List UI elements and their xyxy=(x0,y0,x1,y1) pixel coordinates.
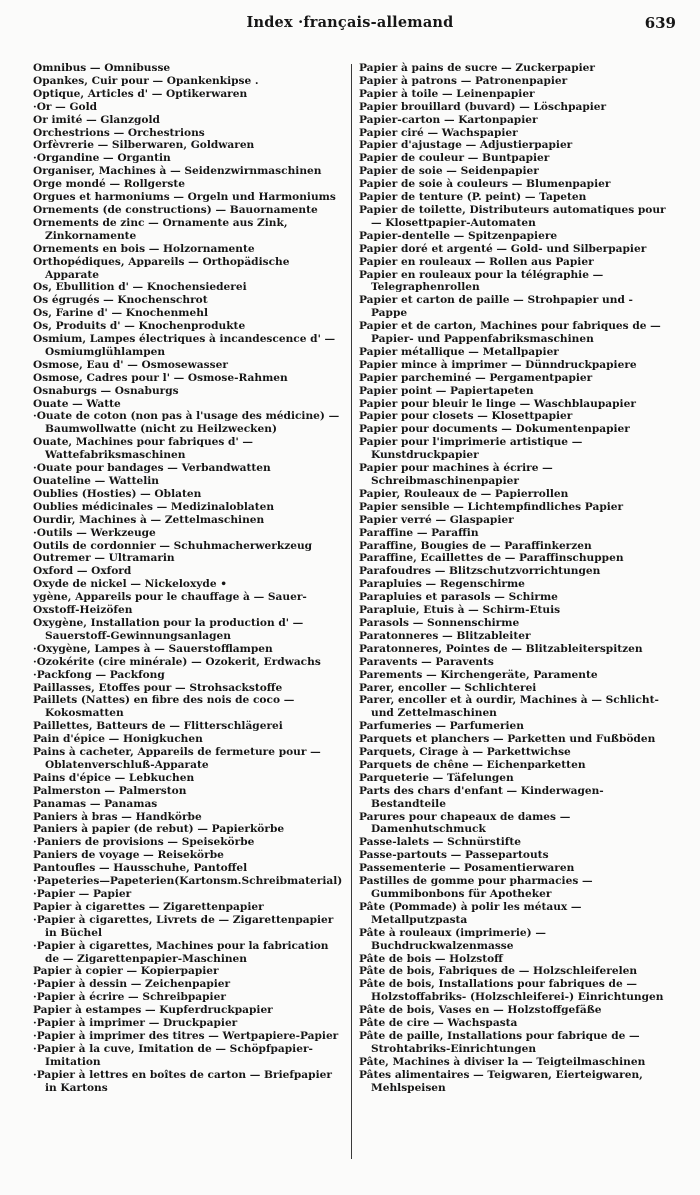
index-entry: Papier pour l'imprimerie artistique — Kunstdruckpapier xyxy=(359,436,583,462)
index-entry: Panamas — Panamas xyxy=(33,797,158,810)
index-entry: Papier de tenture (P. peint) — Tapeten xyxy=(359,191,587,204)
index-entry: Outils de cordonnier — Schuhmacherwerkzeug xyxy=(33,539,313,552)
index-entry: Osmium, Lampes électriques à incandescence d' — Osmiumglühlampen xyxy=(33,333,336,358)
index-entry: Pâte à rouleaux (imprimerie) — Buchdruckwalzenmasse xyxy=(359,926,546,952)
index-entry: Parapluies — Regenschirme xyxy=(359,578,525,591)
index-entry: Palmerston — Palmerston xyxy=(33,784,187,797)
index-entry: Papier brouillard (buvard) — Löschpapier xyxy=(359,100,607,113)
index-entry: ·Ozokérite (cire minérale) — Ozokerit, Erdwachs xyxy=(33,655,321,668)
index-entry: Osmose, Eau d' — Osmosewasser xyxy=(33,358,228,371)
index-entry: ·Paniers de provisions — Speisekörbe xyxy=(33,836,255,849)
index-entry: Pâte de bois, Vases en — Holzstoffgefäße xyxy=(359,1004,602,1017)
index-entry: Papier de soie à couleurs — Blumenpapier xyxy=(359,178,611,191)
index-entry: ygène, Appareils pour le chauffage à — Sauer- xyxy=(33,591,307,604)
index-entry: Papier en rouleaux — Rollen aus Papier xyxy=(359,255,594,268)
index-entry: Papier doré et argenté — Gold- und Silberpapier xyxy=(359,242,647,255)
index-entry: Oxstoff-Heizöfen xyxy=(33,604,133,617)
index-entry: Os, Farine d' — Knochenmehl xyxy=(33,307,208,320)
index-entry: ·Papier à cigarettes, Livrets de — Zigarettenpapier in Büchel xyxy=(33,913,334,939)
index-entry: ·Papier à écrire — Schreibpapier xyxy=(33,991,226,1004)
index-entry: Paraffine — Paraffin xyxy=(359,526,479,539)
index-entry: Parapluies et parasols — Schirme xyxy=(359,591,558,604)
index-entry: Passe-lalets — Schnürstifte xyxy=(359,836,521,849)
column-divider xyxy=(351,64,352,1159)
index-entry: Papier à estampes — Kupferdruckpapier xyxy=(33,1004,273,1017)
index-entry: Ornements de zinc — Ornamente aus Zink, Zinkornamente xyxy=(33,216,288,242)
index-entry: Organiser, Machines à — Seidenzwirnmaschinen xyxy=(33,165,322,178)
index-entry: Papier et carton de paille — Strohpapier und -Pappe xyxy=(359,294,633,320)
index-entry: ·Oxygène, Lampes à — Sauerstofflampen xyxy=(33,642,273,655)
index-entry: Paillasses, Etoffes pour — Strohsackstoffe xyxy=(33,681,283,694)
index-entry: Osmose, Cadres pour l' — Osmose-Rahmen xyxy=(33,371,288,384)
index-entry: Papier d'ajustage — Adjustierpapier xyxy=(359,139,573,152)
index-entry: Outremer — Ultramarin xyxy=(33,552,175,565)
index-entry: Oxygène, Installation pour la production d' — Sauerstoff-Gewinnungsanlagen xyxy=(33,616,304,642)
index-entry: Paniers de voyage — Reisekörbe xyxy=(33,849,224,862)
index-entry: Ouateline — Wattelin xyxy=(33,475,160,487)
index-entry: Papier de toilette, Distributeurs automatiques pour — Klosettpapier-Automaten xyxy=(359,203,666,229)
index-entry: Pâte, Machines à diviser la — Teigteilmaschinen xyxy=(359,1055,646,1068)
index-entry: Pain d'épice — Honigkuchen xyxy=(33,733,203,746)
index-entry: Ornements (de constructions) — Bauornamente xyxy=(33,203,318,216)
index-entry: Paniers à bras — Handkörbe xyxy=(33,810,202,823)
page-title: Index ·français-allemand xyxy=(246,14,454,31)
index-entry: Parer, encoller — Schlichterei xyxy=(359,681,537,694)
index-entry: Pâte (Pommade) à polir les métaux — Metallputzpasta xyxy=(359,900,582,926)
index-entry: ·Organdine — Organtin xyxy=(33,152,171,165)
index-entry: ·Papier — Papier xyxy=(33,888,132,900)
index-entry: Pâte de bois — Holzstoff xyxy=(359,952,503,965)
index-entry: Ouate, Machines pour fabriques d' — Wattefabriksmaschinen xyxy=(33,436,253,462)
index-entry: Parures pour chapeaux de dames — Damenhutschmuck xyxy=(359,810,571,836)
index-entry: Optique, Articles d' — Optikerwaren xyxy=(33,87,248,100)
index-entry: Paillets (Nattes) en fibre des nois de coco — Kokosmatten xyxy=(33,694,295,720)
index-entry: Paniers à papier (de rebut) — Papierkörbe xyxy=(33,823,285,836)
index-entry: Ouate — Watte xyxy=(33,397,121,410)
index-entry: Papier à copier — Kopierpapier xyxy=(33,965,219,978)
index-entry: Parer, encoller et à ourdir, Machines à — Schlicht- und Zettelmaschinen xyxy=(359,694,659,720)
index-entry: Os, Ebullition d' — Knochensiederei xyxy=(33,281,247,294)
page-header xyxy=(0,14,700,38)
index-entry: Oxford — Oxford xyxy=(33,565,132,578)
index-entry: Oxyde de nickel — Nickeloxyde • xyxy=(33,578,228,591)
index-entry: Parasols — Sonnenschirme xyxy=(359,616,520,629)
index-entry: Orchestrions — Orchestrions xyxy=(33,126,205,139)
index-entry: ·Outils — Werkzeuge xyxy=(33,526,156,539)
index-entry: Os égrugés — Knochenschrot xyxy=(33,294,208,307)
index-entry: Paratonneres, Pointes de — Blitzableiterspitzen xyxy=(359,642,643,655)
index-entry: Opankes, Cuir pour — Opankenkipse . xyxy=(33,74,259,87)
index-entry: Papier pour documents — Dokumentenpapier xyxy=(359,423,630,436)
index-entry: Papier de soie — Seidenpapier xyxy=(359,165,539,178)
index-entry: Papier pour bleuir le linge — Waschblaupapier xyxy=(359,397,636,410)
index-entry: Or imité — Glanzgold xyxy=(33,113,160,126)
index-entry: ·Papier à cigarettes, Machines pour la fabrication de — Zigarettenpapier-Maschinen xyxy=(33,939,329,965)
index-entry: Parafoudres — Blitzschutzvorrichtungen xyxy=(359,565,601,578)
index-entry: Papier-dentelle — Spitzenpapiere xyxy=(359,229,558,242)
index-entry: Papier mince à imprimer — Dünndruckpapiere xyxy=(359,358,637,371)
index-entry: ·Papier à imprimer — Druckpapier xyxy=(33,1017,238,1030)
index-entry: Papier en rouleaux pour la télégraphie — Telegraphenrollen xyxy=(359,268,604,294)
index-entry: Oublies médicinales — Medizinaloblaten xyxy=(33,500,275,513)
index-entry: ·Papier à la cuve, Imitation de — Schöpfpapier-Imitation xyxy=(33,1042,313,1068)
index-entry: Orgues et harmoniums — Orgeln und Harmoniums xyxy=(33,191,336,204)
index-entry: Paravents — Paravents xyxy=(359,655,494,668)
page-number: 639 xyxy=(644,14,676,32)
index-entry: Os, Produits d' — Knochenprodukte xyxy=(33,320,246,333)
index-entry: Papier pour machines à écrire — Schreibmaschinenpapier xyxy=(359,462,553,487)
index-entry: Papier verré — Glaspapier xyxy=(359,513,514,526)
index-entry: ·Papier à dessin — Zeichenpapier xyxy=(33,978,231,991)
index-entry: Ourdir, Machines à — Zettelmaschinen xyxy=(33,513,265,526)
index-entry: Parts des chars d'enfant — Kinderwagen-Bestandteile xyxy=(359,784,604,810)
index-entry: Pâte de bois, Installations pour fabriques de — Holzstoffabriks- (Holzschleiferei-) Einrichtungen xyxy=(359,978,664,1004)
index-entry: Orge mondé — Rollgerste xyxy=(33,178,185,191)
index-entry: Orthopédiques, Appareils — Orthopädische Apparate xyxy=(33,255,290,281)
index-entry: Papier pour closets — Klosettpapier xyxy=(359,410,573,423)
index-entry: Pâtes alimentaires — Teigwaren, Eierteigwaren, Mehlspeisen xyxy=(359,1068,643,1094)
index-entry: Parements — Kirchengeräte, Paramente xyxy=(359,668,598,681)
index-entry: Papier sensible — Lichtempfindliches Papier xyxy=(359,500,624,513)
index-entry: Passementerie — Posamentierwaren xyxy=(359,862,575,875)
index-entry: Pains d'épice — Lebkuchen xyxy=(33,771,195,784)
index-entry: Omnibus — Omnibusse xyxy=(33,62,171,74)
index-entry: ·Ouate de coton (non pas à l'usage des médicine) — Baumwollwatte (nicht zu Heilzwecken) xyxy=(33,410,340,436)
index-entry: Papier-carton — Kartonpapier xyxy=(359,113,538,126)
index-entry: Parfumeries — Parfumerien xyxy=(359,720,524,733)
index-entry: Passe-partouts — Passepartouts xyxy=(359,849,549,862)
index-entry: Pains à cacheter, Appareils de fermeture pour — Oblatenverschluß-Apparate xyxy=(33,746,321,771)
index-entry: Papier, Rouleaux de — Papierrollen xyxy=(359,487,569,500)
index-entry: Osnaburgs — Osnaburgs xyxy=(33,384,179,397)
index-entry: ·Ouate pour bandages — Verbandwatten xyxy=(33,462,271,475)
index-entry: Papier point — Papiertapeten xyxy=(359,384,534,397)
index-entry: Paillettes, Batteurs de — Flitterschlägerei xyxy=(33,720,283,733)
index-entry: ·Papier à imprimer des titres — Wertpapiere-Papier xyxy=(33,1029,339,1042)
index-entry: Papier parcheminé — Pergamentpapier xyxy=(359,371,593,384)
left-index-column xyxy=(33,62,345,1095)
index-entry: Orfèvrerie — Silberwaren, Goldwaren xyxy=(33,139,255,152)
index-entry: ·Papier à lettres en boîtes de carton — Briefpapier in Kartons xyxy=(33,1068,332,1094)
index-entry: Pastilles de gomme pour pharmacies — Gummibonbons für Apotheker xyxy=(359,875,593,900)
index-entry: Parquets de chêne — Eichenparketten xyxy=(359,758,586,771)
index-entry: Papier et de carton, Machines pour fabriques de — Papier- und Pappenfabriksmaschinen xyxy=(359,320,661,346)
index-entry: Papier à toile — Leinenpapier xyxy=(359,87,535,100)
index-entry: Parapluie, Etuis à — Schirm-Etuis xyxy=(359,604,561,617)
index-entry: Parquets et planchers — Parketten und Fußböden xyxy=(359,733,656,746)
index-entry: ·Papeteries—Papeterien(Kartonsm.Schreibmaterial) xyxy=(33,875,343,888)
index-entry: Paratonneres — Blitzableiter xyxy=(359,629,531,642)
index-entry: Papier de couleur — Buntpapier xyxy=(359,152,550,165)
right-index-column xyxy=(359,62,669,1095)
index-entry: Papier à cigarettes — Zigarettenpapier xyxy=(33,900,264,913)
index-entry: Oublies (Hosties) — Oblaten xyxy=(33,487,202,500)
index-entry: Papier à patrons — Patronenpapier xyxy=(359,74,568,87)
index-entry: Parquets, Cirage à — Parkettwichse xyxy=(359,746,571,759)
index-entry: Parqueterie — Täfelungen xyxy=(359,771,514,784)
index-entry: Paraffine, Bougies de — Paraffinkerzen xyxy=(359,539,592,552)
index-entry: Pâte de bois, Fabriques de — Holzschleiferelen xyxy=(359,965,638,978)
index-entry: Ornements en bois — Holzornamente xyxy=(33,242,255,255)
index-entry: Paraffine, Ecaillettes de — Paraffinschuppen xyxy=(359,552,624,565)
index-entry: Papier métallique — Metallpapier xyxy=(359,345,559,358)
index-entry: Pâte de cire — Wachspasta xyxy=(359,1017,518,1030)
index-entry: Pâte de paille, Installations pour fabrique de — Strohtabriks-Einrichtungen xyxy=(359,1029,640,1055)
index-entry: ·Packfong — Packfong xyxy=(33,668,165,681)
index-entry: Pantoufles — Hausschuhe, Pantoffel xyxy=(33,862,248,875)
index-entry: ·Or — Gold xyxy=(33,100,98,113)
index-entry: Papier ciré — Wachspapier xyxy=(359,126,518,139)
index-entry: Papier à pains de sucre — Zuckerpapier xyxy=(359,62,596,74)
